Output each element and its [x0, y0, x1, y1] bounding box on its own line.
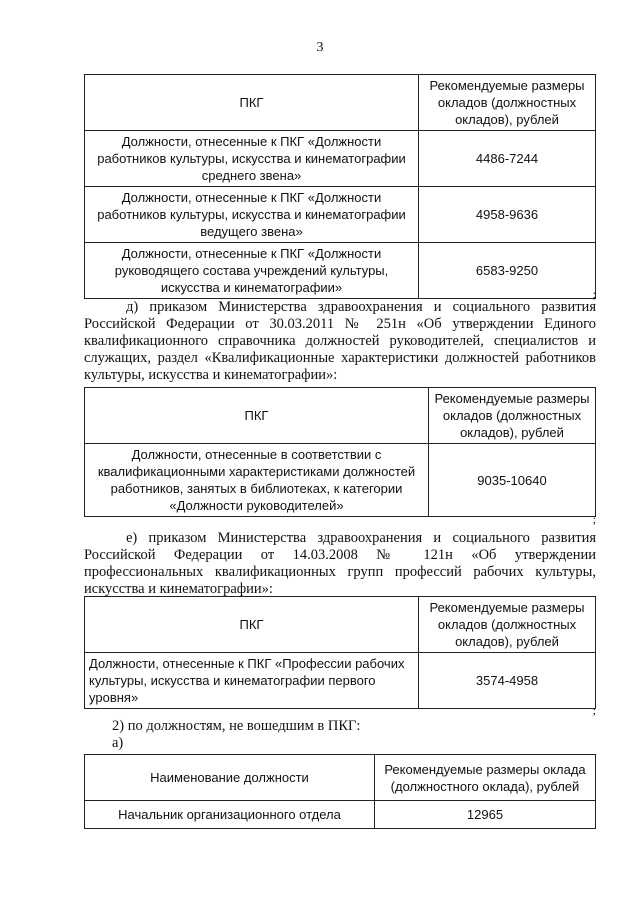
semicolon-1: ; — [592, 287, 596, 301]
table-row — [85, 444, 596, 517]
table-header-row — [85, 388, 596, 444]
table-header-row — [85, 755, 596, 801]
table-header-row — [85, 75, 596, 131]
table-row — [85, 131, 596, 187]
header-salary: Рекомендуемые размеры окладов (должностных окладов), рублей — [429, 388, 596, 444]
semicolon-3: ; — [592, 703, 596, 717]
table-row — [85, 243, 596, 299]
table-row — [85, 653, 596, 709]
table-workers — [84, 596, 596, 709]
row-name: Должности, отнесенные в соответствии с квалификационными характеристиками должностей работников, занятых в библиотеках, к категории «Должности руководителей» — [85, 444, 429, 517]
row-name: Начальник организационного отдела — [85, 801, 375, 829]
table-header-row — [85, 597, 596, 653]
table-row — [85, 187, 596, 243]
page-number: 3 — [316, 40, 324, 55]
row-name: Должности, отнесенные к ПКГ «Должности работников культуры, искусства и кинематографии ведущего звена» — [85, 187, 419, 243]
table-row — [85, 801, 596, 829]
paragraph-2: 2) по должностям, не вошедшим в ПКГ: — [112, 718, 361, 734]
header-pkg: ПКГ — [85, 388, 429, 444]
paragraph-d: д) приказом Министерства здравоохранения и социального развития Российской Федерации от 30.03.2011 № 251н «Об утверждении Единого квалификационного справочника должностей руководителей, специалистов и служащих, раздел «Квалификационные характеристики должностей работников культуры, искусства и кинематографии»: — [84, 299, 596, 383]
row-value: 9035-10640 — [429, 444, 596, 517]
header-pkg: ПКГ — [85, 597, 419, 653]
row-value: 3574-4958 — [419, 653, 596, 709]
table-other-positions — [84, 754, 596, 829]
row-name: Должности, отнесенные к ПКГ «Должности руководящего состава учреждений культуры, искусства и кинематографии» — [85, 243, 419, 299]
header-salary: Рекомендуемые размеры оклада (должностного оклада), рублей — [375, 755, 596, 801]
row-value: 4958-9636 — [419, 187, 596, 243]
paragraph-e: е) приказом Министерства здравоохранения и социального развития Российской Федерации от 14.03.2008 № 121н «Об утверждении профессиональных квалификационных групп профессий рабочих культуры, искусства и кинематографии»: — [84, 530, 596, 597]
row-name: Должности, отнесенные к ПКГ «Профессии рабочих культуры, искусства и кинематографии первого уровня» — [85, 653, 419, 709]
table-pkg-culture — [84, 74, 596, 299]
semicolon-2: ; — [592, 512, 596, 526]
row-name: Должности, отнесенные к ПКГ «Должности работников культуры, искусства и кинематографии среднего звена» — [85, 131, 419, 187]
header-salary: Рекомендуемые размеры окладов (должностных окладов), рублей — [419, 597, 596, 653]
row-value: 4486-7244 — [419, 131, 596, 187]
row-value: 12965 — [375, 801, 596, 829]
header-salary: Рекомендуемые размеры окладов (должностных окладов), рублей — [419, 75, 596, 131]
header-pkg: ПКГ — [85, 75, 419, 131]
row-value: 6583-9250 — [419, 243, 596, 299]
header-position: Наименование должности — [85, 755, 375, 801]
paragraph-a: а) — [112, 735, 124, 751]
table-library-managers — [84, 387, 596, 517]
